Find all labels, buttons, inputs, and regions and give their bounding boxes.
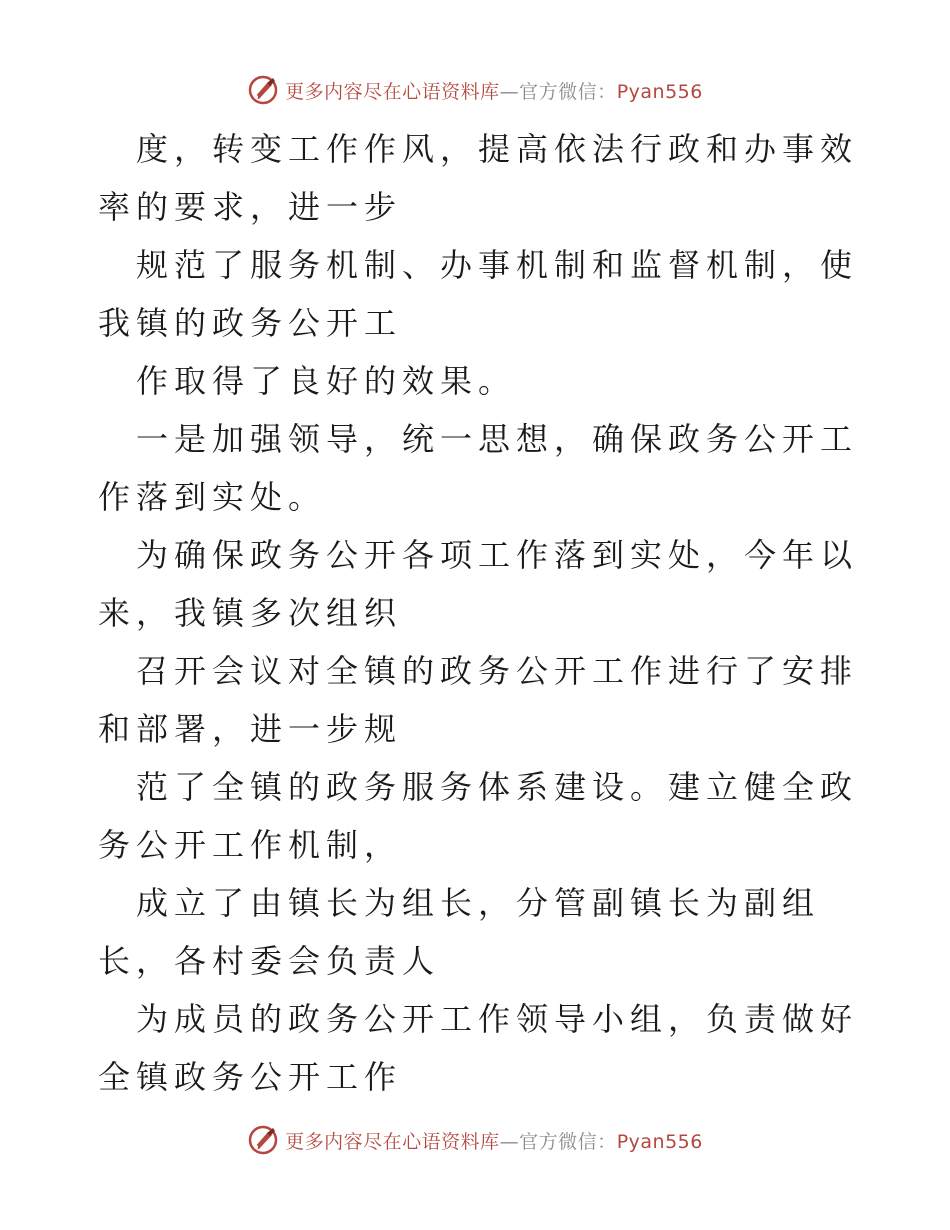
paragraph: 作取得了良好的效果。 (136, 362, 517, 400)
banner-label: 官方微信： (519, 1130, 617, 1153)
footer-banner (0, 1122, 950, 1158)
banner-dash: — (499, 1130, 520, 1153)
banner-label: 官方微信： (519, 80, 617, 103)
paragraph: 为确保政务公开各项工作落到实处，今年以来，我镇多次组织 (98, 536, 859, 632)
paragraph: 规范了服务机制、办事机制和监督机制，使我镇的政务公开工 (98, 246, 859, 342)
paragraph: 成立了由镇长为组长，分管副镇长为副组长，各村委会负责人 (98, 884, 821, 980)
document-body (98, 120, 858, 1106)
quill-logo-icon (247, 1124, 279, 1156)
quill-logo-icon (247, 74, 279, 106)
paragraph: 为成员的政务公开工作领导小组，负责做好全镇政务公开工作 (98, 1000, 859, 1096)
banner-text (285, 77, 703, 104)
paragraph: 度，转变工作作风，提高依法行政和办事效率的要求，进一步 (98, 130, 859, 226)
banner-text (285, 1127, 703, 1154)
banner-dash: — (499, 80, 520, 103)
paragraph: 范了全镇的政务服务体系建设。建立健全政务公开工作机制， (98, 768, 859, 864)
banner-brand: 更多内容尽在心语资料库 (285, 1130, 500, 1153)
banner-wechat-id: Pyan556 (616, 1130, 703, 1153)
paragraph: 一是加强领导，统一思想，确保政务公开工作落到实处。 (98, 420, 859, 516)
banner-wechat-id: Pyan556 (616, 80, 703, 103)
header-banner (0, 72, 950, 108)
paragraph: 召开会议对全镇的政务公开工作进行了安排和部署，进一步规 (98, 652, 859, 748)
banner-brand: 更多内容尽在心语资料库 (285, 80, 500, 103)
